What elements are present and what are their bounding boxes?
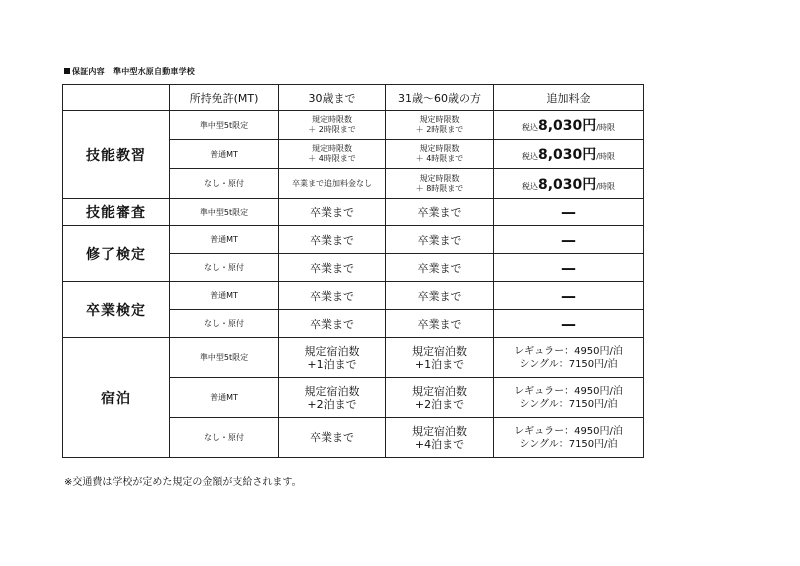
license-cell: 普通MT (170, 226, 279, 254)
license-cell: 普通MT (170, 378, 279, 418)
age31-60-cell: 規定時限数 ＋ 2時限まで (386, 111, 494, 140)
age31-60-cell: 卒業まで (386, 282, 494, 310)
age31-60-cell: 規定宿泊数 +2泊まで (386, 378, 494, 418)
age30-cell: 規定時限数 ＋ 2時限まで (279, 111, 386, 140)
fee-cell: 税込8,030円/時限 (494, 140, 644, 169)
age31-60-cell: 卒業まで (386, 226, 494, 254)
document-title: 保証内容 準中型水原自動車学校 (72, 67, 195, 76)
age30-cell: 規定宿泊数 +2泊まで (279, 378, 386, 418)
age30-cell: 規定時限数 ＋ 4時限まで (279, 140, 386, 169)
table-row (63, 226, 644, 254)
square-bullet-icon (64, 68, 70, 74)
license-cell: 普通MT (170, 282, 279, 310)
fee-cell: レギュラー：4950円/泊 シングル：7150円/泊 (494, 418, 644, 458)
fee-cell: 税込8,030円/時限 (494, 169, 644, 199)
header-cell-license: 所持免許(MT) (170, 85, 279, 111)
age31-60-cell: 規定時限数 ＋ 4時限まで (386, 140, 494, 169)
age30-cell: 卒業まで追加料金なし (279, 169, 386, 199)
category-shuryo: 修了検定 (63, 226, 170, 282)
fee-cell: レギュラー：4950円/泊 シングル：7150円/泊 (494, 378, 644, 418)
age30-cell: 卒業まで (279, 282, 386, 310)
guarantee-table (62, 84, 644, 458)
age30-cell: 卒業まで (279, 418, 386, 458)
fee-cell: — (494, 310, 644, 338)
header-cell-age30: 30歳まで (279, 85, 386, 111)
age30-cell: 規定宿泊数 +1泊まで (279, 338, 386, 378)
age31-60-cell: 規定時限数 ＋ 8時限まで (386, 169, 494, 199)
age30-cell: 卒業まで (279, 226, 386, 254)
fee-cell: — (494, 282, 644, 310)
footnote: ※交通費は学校が定めた規定の金額が支給されます。 (64, 477, 302, 488)
age31-60-cell: 規定宿泊数 +4泊まで (386, 418, 494, 458)
license-cell: なし・原付 (170, 310, 279, 338)
table-row (63, 111, 644, 140)
license-cell: 準中型5t限定 (170, 199, 279, 226)
age31-60-cell: 卒業まで (386, 254, 494, 282)
fee-cell: レギュラー：4950円/泊 シングル：7150円/泊 (494, 338, 644, 378)
license-cell: なし・原付 (170, 418, 279, 458)
fee-cell: — (494, 226, 644, 254)
category-shinsa: 技能審査 (63, 199, 170, 226)
age31-60-cell: 卒業まで (386, 310, 494, 338)
header-cell-additional-fee: 追加料金 (494, 85, 644, 111)
license-cell: 普通MT (170, 140, 279, 169)
category-shukuhaku: 宿泊 (63, 338, 170, 458)
table-row (63, 199, 644, 226)
header-cell-age31-60: 31歳～60歳の方 (386, 85, 494, 111)
age30-cell: 卒業まで (279, 199, 386, 226)
age30-cell: 卒業まで (279, 254, 386, 282)
table-header-row (63, 85, 644, 111)
age31-60-cell: 卒業まで (386, 199, 494, 226)
category-gino: 技能教習 (63, 111, 170, 199)
header-cell-category (63, 85, 170, 111)
age30-cell: 卒業まで (279, 310, 386, 338)
license-cell: 準中型5t限定 (170, 111, 279, 140)
document-header (64, 66, 195, 77)
category-sotsugyo: 卒業検定 (63, 282, 170, 338)
license-cell: なし・原付 (170, 254, 279, 282)
fee-cell: — (494, 199, 644, 226)
age31-60-cell: 規定宿泊数 +1泊まで (386, 338, 494, 378)
table-row (63, 282, 644, 310)
fee-cell: 税込8,030円/時限 (494, 111, 644, 140)
license-cell: なし・原付 (170, 169, 279, 199)
fee-cell: — (494, 254, 644, 282)
table-row (63, 338, 644, 378)
license-cell: 準中型5t限定 (170, 338, 279, 378)
